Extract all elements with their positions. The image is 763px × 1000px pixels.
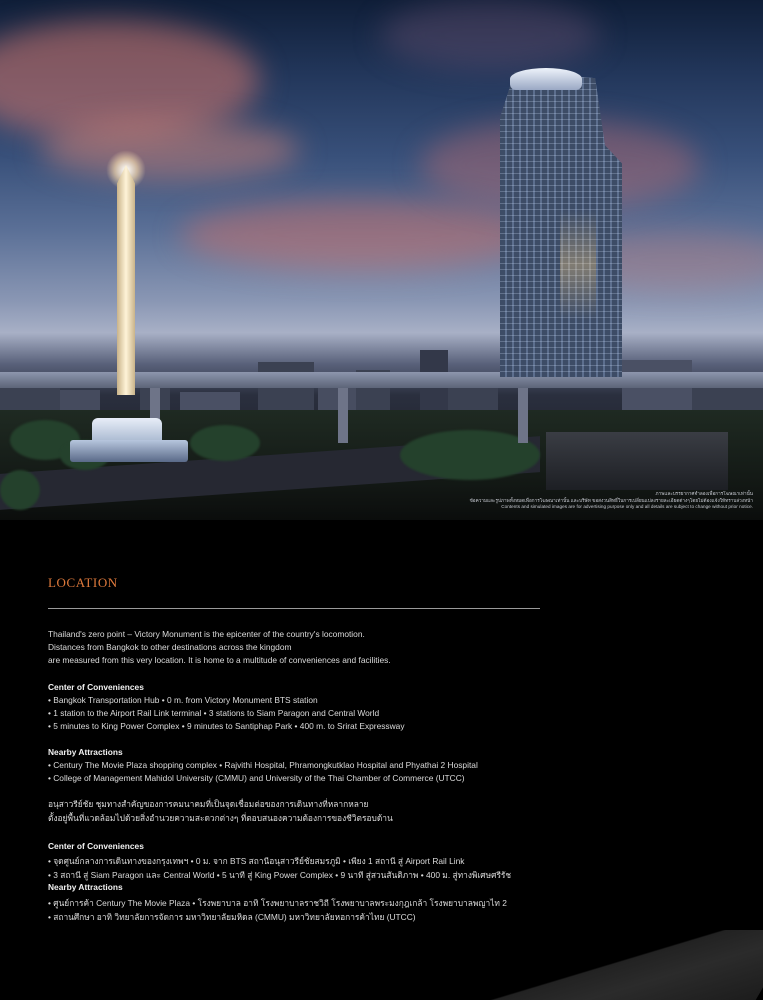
conveniences-title-en: Center of Conveniences — [48, 682, 144, 692]
intro-line: Distances from Bangkok to other destinations across the kingdom — [48, 642, 292, 652]
image-disclaimer — [470, 491, 753, 511]
victory-monument — [117, 165, 135, 395]
thai-intro-line: ตั้งอยู่พื้นที่แวดล้อมไปด้วยสิ่งอำนวยความสะดวกต่างๆ ที่ตอบสนองความต้องการของชีวิตรอบด้าน — [48, 813, 393, 823]
attractions-title-en: Nearby Attractions — [48, 747, 123, 757]
attractions-title-th: Nearby Attractions — [48, 882, 123, 892]
monument-plinth — [70, 440, 188, 462]
disclaimer-en: Contents and simulated images are for advertising purpose only and all details are subject to change without prior notice. — [501, 504, 753, 510]
intro-line: Thailand's zero point – Victory Monument is the epicenter of the country's locomotion. — [48, 629, 365, 639]
low-rise-building — [546, 432, 728, 490]
attraction-item: • College of Management Mahidol University (CMMU) and University of the Thai Chamber of Commerce (UTCC) — [48, 773, 465, 783]
convenience-item: • 1 station to the Airport Rail Link terminal • 3 stations to Siam Paragon and Central World — [48, 708, 380, 718]
convenience-item-th: • 3 สถานี สู่ Siam Paragon และ Central World • 5 นาที สู่ King Power Complex • 9 นาที สู่สวนสันติภาพ • 400 ม. สู่ทางพิเศษศรีรัช — [48, 870, 512, 880]
thai-intro-line: อนุสาวรีย์ชัย ชุมทางสำคัญของการคมนาคมที่เป็นจุดเชื่อมต่อของการเดินทางที่หลากหลาย — [48, 799, 369, 809]
tower-crown — [510, 68, 582, 90]
disclaimer-th-2: ข้อความและรูปภาพทั้งหมดเพื่อการโฆษณาเท่านั้น และบริษัท ขอสงวนสิทธิ์ในการเปลี่ยนแปลงรายละเอียดต่างๆโดยไม่ต้องแจ้งให้ทราบล่วงหน้า — [469, 497, 753, 503]
conveniences-title-th: Center of Conveniences — [48, 841, 144, 851]
heading-divider — [48, 608, 540, 609]
intro-line: are measured from this very location. It is home to a multitude of conveniences and facilities. — [48, 655, 391, 665]
attraction-item: • Century The Movie Plaza shopping complex • Rajvithi Hospital, Phramongkutklao Hospital and Phyathai 2 Hospital — [48, 760, 478, 770]
city-skyline — [0, 300, 763, 420]
bts-skytrain-track — [0, 372, 763, 388]
convenience-item: • Bangkok Transportation Hub • 0 m. from Victory Monument BTS station — [48, 695, 318, 705]
sunset-cloud — [40, 120, 300, 180]
attraction-item-th: • ศูนย์การค้า Century The Movie Plaza • โรงพยาบาล อาทิ โรงพยาบาลราชวิถี โรงพยาบาลพระมงกุฎเกล้า โรงพยาบาลพญาไท 2 — [48, 898, 507, 908]
skytrain-pillar — [518, 388, 528, 443]
convenience-item-th: • จุดศูนย์กลางการเดินทางของกรุงเทพฯ • 0 ม. จาก BTS สถานีอนุสาวรีย์ชัยสมรภูมิ • เพียง 1 สถานี สู่ Airport Rail Link — [48, 856, 465, 866]
skytrain-pillar — [338, 388, 348, 443]
section-heading: LOCATION — [48, 575, 118, 590]
disclaimer-th-1: ภาพและบรรยากาศจำลองเพื่อการโฆษณาเท่านั้น — [655, 491, 753, 496]
decorative-corner-stripe — [480, 930, 763, 1000]
sunset-cloud — [380, 0, 600, 70]
tower-lit-facade — [560, 210, 596, 320]
sunset-cloud — [180, 200, 540, 270]
attraction-item-th: • สถานศึกษา อาทิ วิทยาลัยการจัดการ มหาวิทยาลัยมหิดล (CMMU) มหาวิทยาลัยหอการค้าไทย (UTCC) — [48, 912, 416, 922]
convenience-item: • 5 minutes to King Power Complex • 9 minutes to Santiphap Park • 400 m. to Srirat Expressway — [48, 721, 405, 731]
